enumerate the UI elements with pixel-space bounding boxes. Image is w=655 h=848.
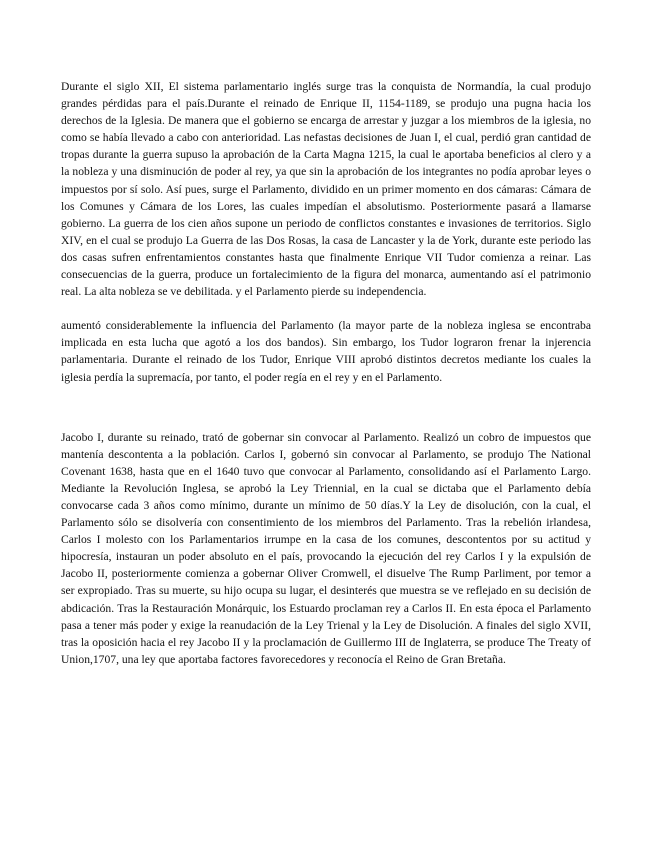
paragraph-2: aumentó considerablemente la influencia del Parlamento (la mayor parte de la nobleza inglesa se encontraba implicada en esta lucha que agotó a los dos bandos). Sin embargo, los Tudor lograron frenar la injerencia parlamentaria. Durante el reinado de los Tudor, Enrique VIII aprobó distintos decretos mediante los cuales la iglesia perdía la supremacía, por tanto, el poder regía en el rey y en el Parlamento.: [61, 319, 591, 384]
paragraph-1: Durante el siglo XII, El sistema parlamentario inglés surge tras la conquista de Normandía, la cual produjo grandes pérdidas para el país.Durante el reinado de Enrique II, 1154-1189, se produjo una pugna hacia los derechos de la Iglesia. De manera que el gobierno se encarga de arrestar y juzgar a los miembros de la iglesia, no como se había llevado a cabo con anterioridad. Las nefastas decisiones de Juan I, el cual, perdió gran cantidad de tropas durante la guerra supuso la aprobación de la Carta Magna 1215, la cual le aportaba beneficios al clero y a la nobleza y una disminución de poder al rey, ya que sin la aprobación de los integrantes no podía aprobar leyes o impuestos por sí solo. Así pues, surge el Parlamento, dividido en un primer momento en dos cámaras: Cámara de los Comunes y Cámara de los Lores, las cuales impedían el absolutismo. Posteriormente pasará a llamarse gobierno. La guerra de los cien años supone un periodo de conflictos constantes e invasiones de territorios. Siglo XIV, en el cual se produjo La Guerra de las Dos Rosas, la casa de Lancaster y la de York, durante este periodo las dos casas sufren enfrentamientos constantes hasta que finalmente Enrique VII Tudor comienza a reinar. Las consecuencias de la guerra, produce un fortalecimiento de la figura del monarca, aumentando así el patrimonio real. La alta nobleza se ve debilitada. y el Parlamento pierde su independencia.: [61, 80, 591, 299]
document-page: [61, 78, 591, 668]
paragraph-3: Jacobo I, durante su reinado, trató de gobernar sin convocar al Parlamento. Realizó un cobro de impuestos que mantenía descontenta a la población. Carlos I, gobernó sin convocar al Parlamento, se produjo The National Covenant 1638, hasta que en el 1640 tuvo que convocar al Parlamento, consolidando así el Parlamento Largo. Mediante la Revolución Inglesa, se aprobó la Ley Triennial, en la cual se dictaba que el Parlamento debía convocarse cada 3 años como mínimo, durante un mínimo de 50 días.Y la Ley de disolución, con la cual, el Parlamento sólo se disolvería con consentimiento de los miembros del Parlamento. Tras la rebelión irlandesa, Carlos I molesto con los Parlamentarios irrumpe en la casa de los comunes, descontentos por su actitud y hipocresía, instauran un poder absoluto en el país, provocando la ejecución del rey Carlos I y la expulsión de Jacobo II, posteriormente comienza a gobernar Oliver Cromwell, el disuelve The Rump Parliment, por temor a ser expropiado. Tras su muerte, su hijo ocupa su lugar, el desinterés que muestra se ve reflejado en su decisión de abdicación. Tras la Restauración Monárquic, los Estuardo proclaman rey a Carlos II. En esta época el Parlamento pasa a tener más poder y exige la reanudación de la Ley Trienal y la Ley de Disolución. A finales del siglo XVII, tras la oposición hacia el rey Jacobo II y la proclamación de Guillermo III de Inglaterra, se produce The Treaty of Union,1707, una ley que aportaba factores favorecedores y reconocía el Reino de Gran Bretaña.: [61, 430, 591, 666]
